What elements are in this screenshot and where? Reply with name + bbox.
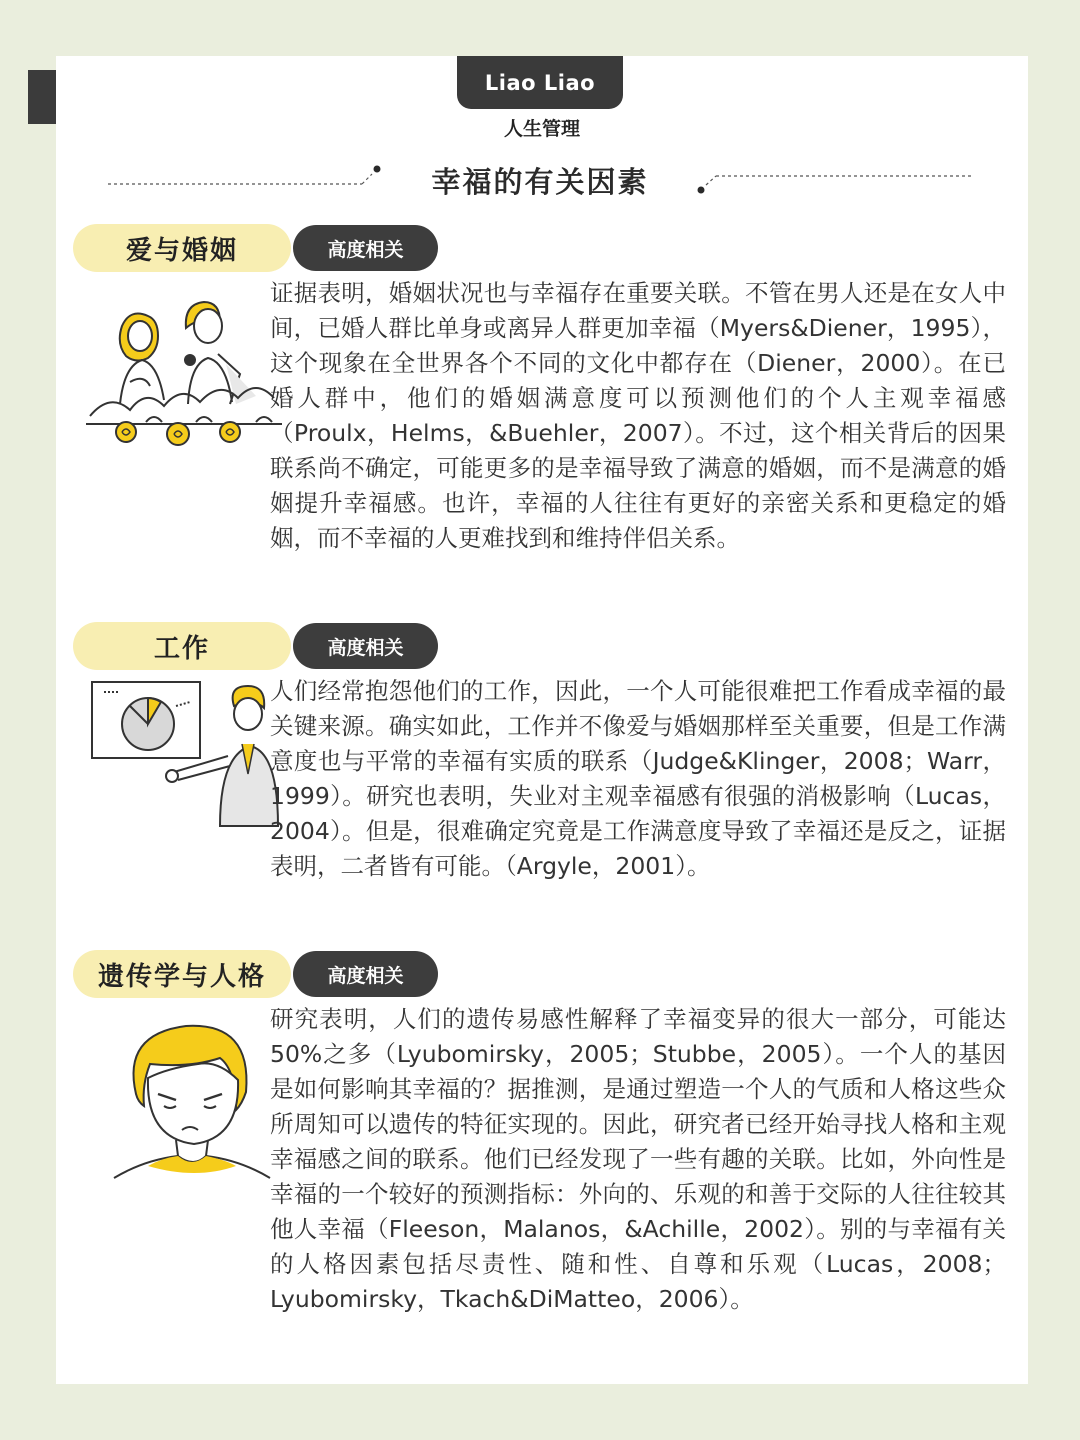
couple-with-flowers-illustration <box>86 286 286 456</box>
section-tag: 爱与婚姻 <box>73 224 291 272</box>
brand-logo <box>457 56 623 109</box>
title-row <box>106 156 974 206</box>
page-title: 幸福的有关因素 <box>431 165 649 199</box>
brand-name: Liao Liao <box>484 70 596 95</box>
section-tag: 工作 <box>73 622 291 670</box>
page-subtitle: 人生管理 <box>503 118 580 140</box>
content-card <box>56 56 1028 1384</box>
correlation-badge: 高度相关 <box>293 225 438 271</box>
correlation-badge: 高度相关 <box>293 623 438 669</box>
frowning-person-illustration <box>112 1016 282 1186</box>
section-body: 研究表明，人们的遗传易感性解释了幸福变异的很大一部分，可能达50%之多（Lyubomirsky，2005；Stubbe，2005）。一个人的基因是如何影响其幸福的？据推测，是通过塑造一个人的气质和人格这些众所周知可以遗传的特征实现的。因此，研究者已经开始寻找人格和主观幸福感之间的联系。他们已经发现了一些有趣的关联。比如，外向性是幸福的一个较好的预测指标：外向的、乐观的和善于交际的人往往较其他人幸福（Fleeson，Malanos，&Achille，2002）。别的与幸福有关的人格因素包括尽责性、随和性、自尊和乐观（Lucas，2008；Lyubomirsky，Tkach&DiMatteo，2006）。 <box>270 1005 1006 1313</box>
side-tab-decoration <box>28 70 56 124</box>
section-body: 人们经常抱怨他们的工作，因此，一个人可能很难把工作看成幸福的最关键来源。确实如此，工作并不像爱与婚姻那样至关重要，但是工作满意度也与平常的幸福有实质的联系（Judge&Klinger，2008；Warr，1999）。研究也表明，失业对主观幸福感有很强的消极影响（Lucas，2004）。但是，很难确定究竟是工作满意度导致了幸福还是反之，证据表明，二者皆有可能。（Argyle，2001）。 <box>270 677 1006 880</box>
presenter-with-chart-illustration <box>90 678 280 828</box>
right-divider <box>686 156 986 206</box>
correlation-badge: 高度相关 <box>293 951 438 997</box>
section-body: 证据表明，婚姻状况也与幸福存在重要关联。不管在男人还是在女人中间，已婚人群比单身或离异人群更加幸福（Myers&Diener，1995），这个现象在全世界各个不同的文化中都存在（Diener，2000）。在已婚人群中，他们的婚姻满意度可以预测他们的个人主观幸福感（Proulx，Helms，&Buehler，2007）。不过，这个相关背后的因果联系尚不确定，可能更多的是幸福导致了满意的婚姻，而不是满意的婚姻提升幸福感。也许，幸福的人往往有更好的亲密关系和更稳定的婚姻，而不幸福的人更难找到和维持伴侣关系。 <box>270 279 1006 552</box>
section-tag: 遗传学与人格 <box>73 950 291 998</box>
